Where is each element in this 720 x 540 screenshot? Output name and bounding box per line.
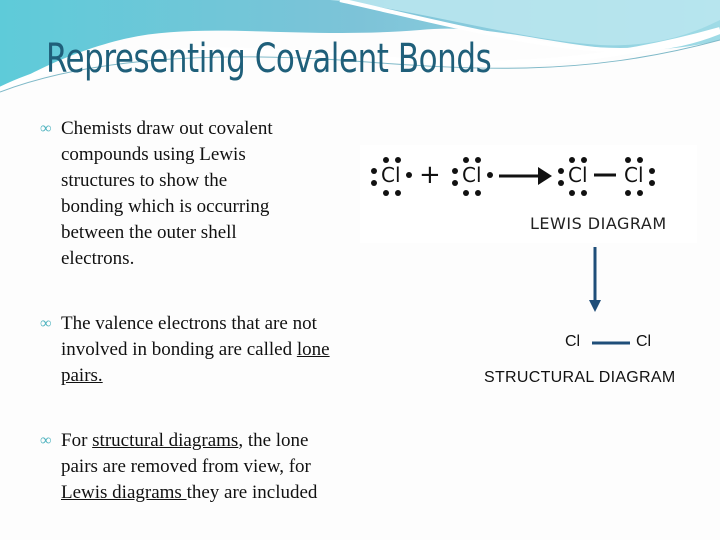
slide-title: Representing Covalent Bonds (46, 36, 492, 82)
single-bond-line (591, 340, 631, 346)
lewis-equation (360, 145, 700, 215)
bullet-text: Chemists draw out covalent compounds using Lewis structures to show the bonding which is occurring between the outer shell electrons. (61, 118, 273, 269)
swirl-bullet-icon: ∞ (40, 432, 52, 449)
structural-atom-left: Cl (565, 333, 581, 350)
svg-text:Cl: Cl (624, 163, 644, 187)
bullet-lone-pairs (42, 311, 332, 389)
swirl-bullet-icon: ∞ (40, 120, 52, 137)
bullet-text: For structural diagrams, the lone pairs are removed from view, for Lewis diagrams they are included (61, 430, 318, 503)
swirl-bullet-icon: ∞ (40, 315, 52, 332)
svg-text:Cl: Cl (568, 163, 588, 187)
svg-text:Cl: Cl (381, 163, 401, 187)
lewis-diagram-label: LEWIS DIAGRAM (530, 214, 667, 233)
bullet-structural-vs-lewis (42, 428, 342, 506)
bullet-text: The valence electrons that are not involved in bonding are called lone pairs. (61, 313, 330, 386)
bullet-lewis-structures (42, 116, 342, 272)
svg-text:Cl: Cl (462, 163, 482, 187)
lone-pairs-term: lone pairs. (61, 339, 330, 386)
structural-diagram-label: STRUCTURAL DIAGRAM (484, 369, 676, 386)
svg-text:+: + (419, 160, 441, 190)
structural-diagrams-term: structural diagrams (92, 430, 239, 451)
structural-atom-right: Cl (636, 333, 652, 350)
down-arrow-icon (585, 245, 605, 315)
lewis-diagrams-term: Lewis diagrams (61, 482, 187, 503)
